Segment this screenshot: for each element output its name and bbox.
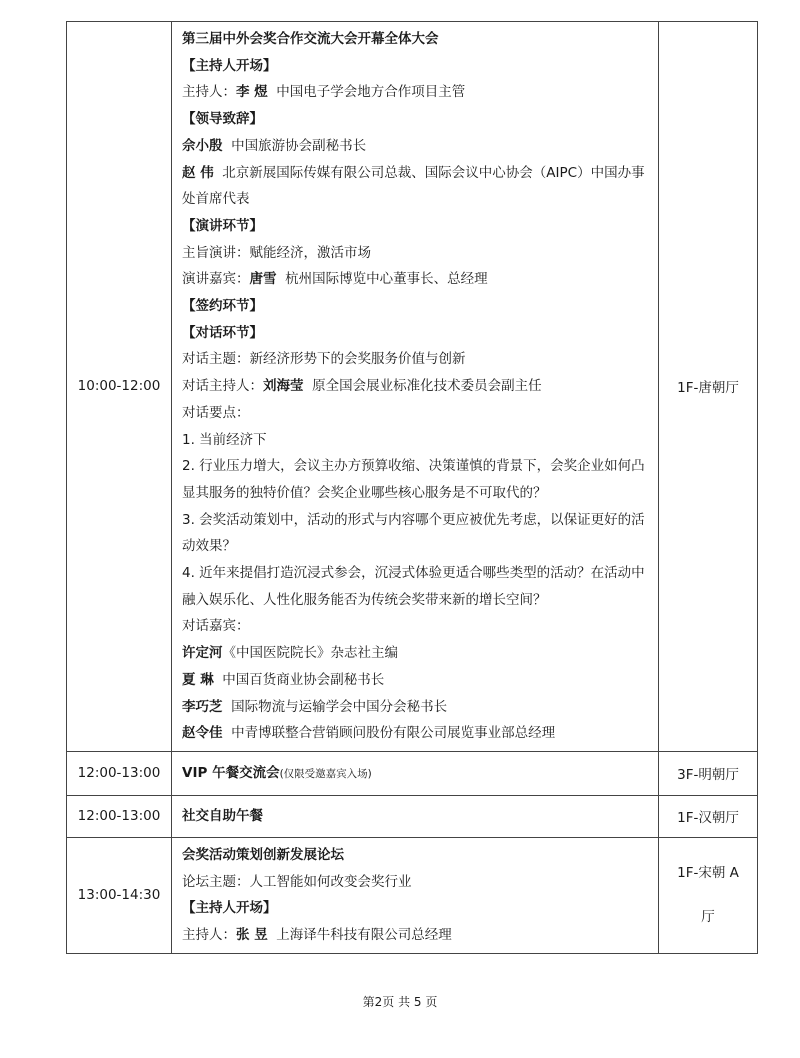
content-cell — [172, 837, 659, 953]
content-cell — [172, 795, 659, 837]
guests-label: 对话嘉宾： — [182, 618, 250, 635]
agenda-table — [66, 21, 758, 954]
host-line: 主持人：张 昱 上海译牛科技有限公司总经理 — [182, 927, 452, 944]
guest-line: 夏 琳 中国百货商业协会副秘书长 — [182, 671, 385, 688]
point-item: 2. 行业压力增大，会议主办方预算收缩、决策谨慎的背景下，会奖企业如何凸显其服务的独特价值？会奖企业哪些核心服务是不可取代的？ — [182, 458, 645, 501]
section-heading: 【主持人开场】 — [182, 57, 277, 74]
keynote-line: 主旨演讲：赋能经济，激活市场 — [182, 244, 371, 261]
venue-line: 厅 — [701, 909, 715, 926]
content-cell — [172, 22, 659, 752]
venue-line: 1F-宋朝 A — [677, 865, 739, 882]
session-title: 社交自助午餐 — [182, 808, 263, 825]
guest-line: 许定河《中国医院院长》杂志社主编 — [182, 645, 398, 662]
session-title: 第三届中外会奖合作交流大会开幕全体大会 — [182, 31, 439, 47]
session-title-line: VIP 午餐交流会(仅限受邀嘉宾入场) — [182, 764, 372, 781]
time-cell: 12:00-13:00 — [67, 795, 172, 837]
topic-line: 对话主题：新经济形势下的会奖服务价值与创新 — [182, 351, 466, 368]
host-line: 主持人：李 煜 中国电子学会地方合作项目主管 — [182, 84, 466, 101]
session-note: (仅限受邀嘉宾入场) — [279, 767, 372, 780]
session-title: 会奖活动策划创新发展论坛 — [182, 846, 344, 863]
page-footer: 第2页 共 5 页 — [362, 995, 438, 1009]
host-line: 对话主持人：刘海莹 原全国会展业标准化技术委员会副主任 — [182, 378, 542, 395]
speaker-line: 演讲嘉宾：唐雪 杭州国际博览中心董事长、总经理 — [182, 271, 488, 288]
speaker-line: 佘小殷 中国旅游协会副秘书长 — [182, 137, 367, 154]
table-row — [67, 751, 758, 795]
time-cell: 13:00-14:30 — [67, 837, 172, 953]
section-heading: 【演讲环节】 — [182, 217, 263, 234]
table-row — [67, 837, 758, 953]
points-label: 对话要点： — [182, 404, 250, 421]
topic-line: 论坛主题：人工智能如何改变会奖行业 — [182, 873, 412, 890]
venue-cell — [659, 837, 758, 953]
guest-line: 李巧芝 国际物流与运输学会中国分会秘书长 — [182, 698, 448, 715]
section-heading: 【领导致辞】 — [182, 111, 263, 128]
point-item: 3. 会奖活动策划中，活动的形式与内容哪个更应被优先考虑，以保证更好的活动效果？ — [182, 511, 645, 555]
point-item: 4. 近年来提倡打造沉浸式参会，沉浸式体验更适合哪些类型的活动？在活动中融入娱乐化、人性化服务能否为传统会奖带来新的增长空间？ — [182, 565, 645, 608]
table-row — [67, 795, 758, 837]
venue-cell: 1F-唐朝厅 — [659, 22, 758, 752]
table-row — [67, 22, 758, 752]
venue-cell: 1F-汉朝厅 — [659, 795, 758, 837]
section-heading: 【主持人开场】 — [182, 900, 277, 917]
section-heading: 【签约环节】 — [182, 298, 263, 315]
speaker-line: 赵 伟 北京新展国际传媒有限公司总裁、国际会议中心协会（AIPC）中国办事处首席代表 — [182, 164, 645, 208]
section-heading: 【对话环节】 — [182, 324, 263, 341]
guest-line: 赵令佳 中青博联整合营销顾问股份有限公司展览事业部总经理 — [182, 725, 556, 742]
venue-cell: 3F-明朝厅 — [659, 751, 758, 795]
point-item: 1. 当前经济下 — [182, 431, 267, 448]
time-cell: 12:00-13:00 — [67, 751, 172, 795]
time-cell: 10:00-12:00 — [67, 22, 172, 752]
content-cell — [172, 751, 659, 795]
